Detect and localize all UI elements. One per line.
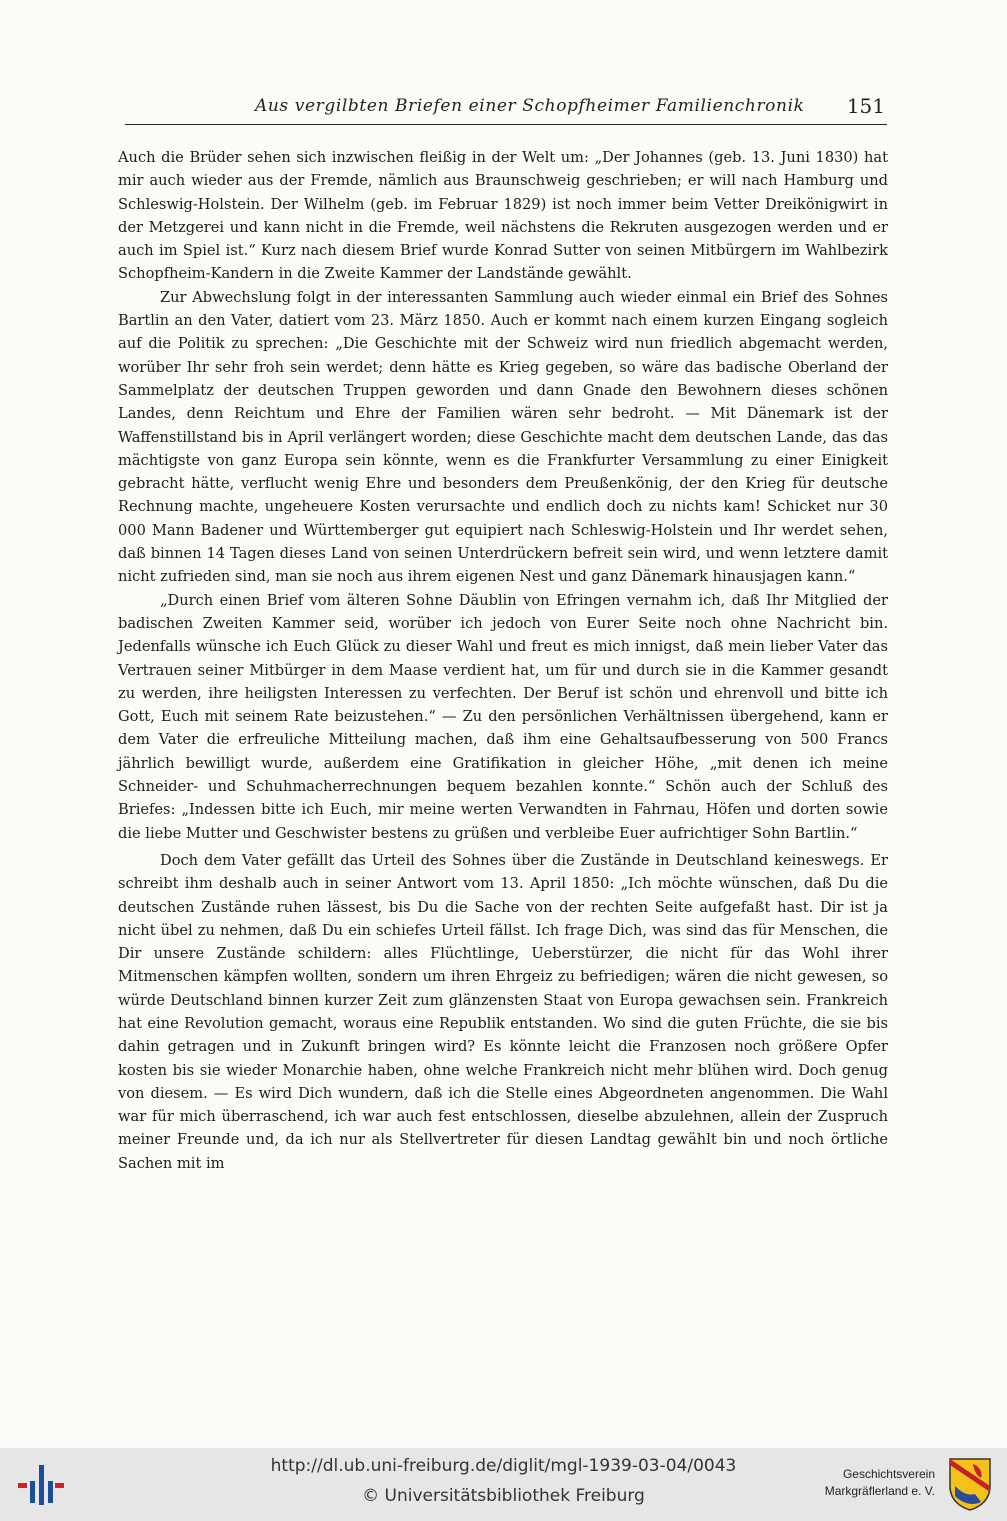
page-number: 151 bbox=[846, 94, 885, 118]
permalink-url[interactable]: http://dl.ub.uni-freiburg.de/diglit/mgl-1939-03-04/0043 bbox=[270, 1456, 737, 1476]
running-title: Aus vergilbten Briefen einer Schopfheimer Familienchronik bbox=[255, 96, 805, 116]
paragraph-3: „Durch einen Brief vom älteren Sohne Däublin von Efringen vernahm ich, daß Ihr Mitglied der badischen Zweiten Kammer seid, worüber ich jedoch von Eurer Seite noch ohne Nachricht bin. Jedenfalls wünsche ich Euch Glück zu dieser Wahl und freut es mich innigst, daß mein lieber Vater das Vertrauen seiner Mitbürger in dem Maase verdient hat, um für und durch sie in die Kammer gesandt zu werden, ihre heiligsten Interessen zu verfechten. Der Beruf ist schön und ehrenvoll und bitte ich Gott, Euch mit seinem Rate beizustehen.“ — Zu den persönlichen Verhältnissen übergehend, kann er dem Vater die erfreuliche Mitteilung machen, daß ihm eine Gehaltsaufbesserung von 500 Francs jährlich bewilligt wurde, außerdem eine Gratifikation in gleicher Höhe, „mit denen ich meine Schneider- und Schuhmacherrechnungen bequem bezahlen konnte.“ Schön auch der Schluß des Briefes: „Indessen bitte ich Euch, mir meine werten Verwandten in Fahrnau, Höfen und dorten sowie die liebe Mutter und Geschwister bestens zu grüßen und verbleibe Euer aufrichtiger Sohn Bartlin.“ bbox=[118, 591, 888, 842]
article-body bbox=[118, 146, 888, 1175]
running-header bbox=[125, 92, 887, 125]
coat-of-arms-icon[interactable] bbox=[947, 1456, 993, 1512]
paragraph-4: Doch dem Vater gefällt das Urteil des Sohnes über die Zustände in Deutschland keineswegs. Er schreibt ihm deshalb auch in seiner Antwort vom 13. April 1850: „Ich möchte wünschen, daß Du die deutschen Zustände ruhen lässest, bis Du die Sache von der rechten Seite aufgefaßt hast. Dir ist ja nicht übel zu nehmen, daß Du ein schiefes Urteil fällst. Ich frage Dich, was sind das für Menschen, die Dir unsere Zustände schildern: alles Flüchtlinge, Ueberstürzer, die nicht für das Wohl ihrer Mitmenschen kämpfen wollten, sondern um ihren Ehrgeiz zu befriedigen; wären die nicht gewesen, so würde Deutschland binnen kurzer Zeit zum glänzensten Staat von Europa gewachsen sein. Frankreich hat eine Revolution gemacht, woraus eine Republik entstanden. Wo sind die guten Früchte, die sie bis dahin getragen und in Zukunft bringen wird? Es könnte leicht die Franzosen noch größere Opfer kosten bis sie wieder Monarchie haben, ohne welche Frankreich nicht mehr blühen wird. Doch genug von diesem. — Es wird Dich wundern, daß ich die Stelle eines Abgeordneten angenommen. Die Wahl war für mich überraschend, ich war auch fest entschlossen, dieselbe abzulehnen, allein der Zuspruch meiner Freunde und, da ich nur als Stellvertreter für diesen Landtag gewählt bin und noch örtliche Sachen mit im bbox=[118, 851, 888, 1172]
society-line-2: Markgräflerland e. V. bbox=[824, 1484, 935, 1498]
viewer-footer bbox=[0, 1448, 1007, 1521]
paragraph-1: Auch die Brüder sehen sich inzwischen fleißig in der Welt um: „Der Johannes (geb. 13. Juni 1830) hat mir auch wieder aus der Fremde, nämlich aus Braunschweig geschrieben; er will nach Hamburg und Schleswig-Holstein. Der Wilhelm (geb. im Februar 1829) ist noch immer beim Vetter Dreikönigwirt in der Metzgerei und kann nicht in die Fremde, weil nächstens die Rekruten ausgezogen werden und er auch im Spiel ist.“ Kurz nach diesem Brief wurde Konrad Sutter von seinen Mitbürgern im Wahlbezirk Schopfheim-Kandern in die Zweite Kammer der Landstände gewählt. bbox=[118, 149, 888, 283]
copyright-notice: © Universitätsbibliothek Freiburg bbox=[362, 1486, 645, 1506]
paragraph-2: Zur Abwechslung folgt in der interessanten Sammlung auch wieder einmal ein Brief des Sohnes Bartlin an den Vater, datiert vom 23. März 1850. Auch er kommt nach einem kurzen Eingang sogleich auf die Politik zu sprechen: „Die Geschichte mit der Schweiz wird nun friedlich abgemacht werden, worüber Ihr sehr froh sein werdet; denn hätte es Krieg gegeben, so wäre das badische Oberland der Sammelplatz der deutschen Truppen geworden und dann Gnade den Bewohnern dieses schönen Landes, denn Reichtum und Ehre der Familien wären sehr bedroht. — Mit Dänemark ist der Waffenstillstand bis in April verlängert worden; diese Geschichte macht dem deutschen Lande, das das mächtigste von ganz Europa sein könnte, wenn es die Frankfurter Versammlung zu einer Einigkeit gebracht hätte, verflucht wenig Ehre und besonders dem Preußenkönig, der den Krieg für deutsche Rechnung machte, ungeheuere Kosten verursachte und endlich doch zu nichts kam! Schicket nur 30 000 Mann Badener und Württemberger gut equipiert nach Schleswig-Holstein und Ihr werdet sehen, daß binnen 14 Tagen dieses Land von seinen Unterdrückern befreit sein wird, und wenn letztere damit nicht zufrieden sind, man sie noch aus ihrem eigenen Nest und ganz Dänemark hinausjagen kann.“ bbox=[118, 288, 888, 586]
society-line-1: Geschichtsverein bbox=[842, 1467, 935, 1481]
society-name[interactable] bbox=[825, 1466, 935, 1500]
